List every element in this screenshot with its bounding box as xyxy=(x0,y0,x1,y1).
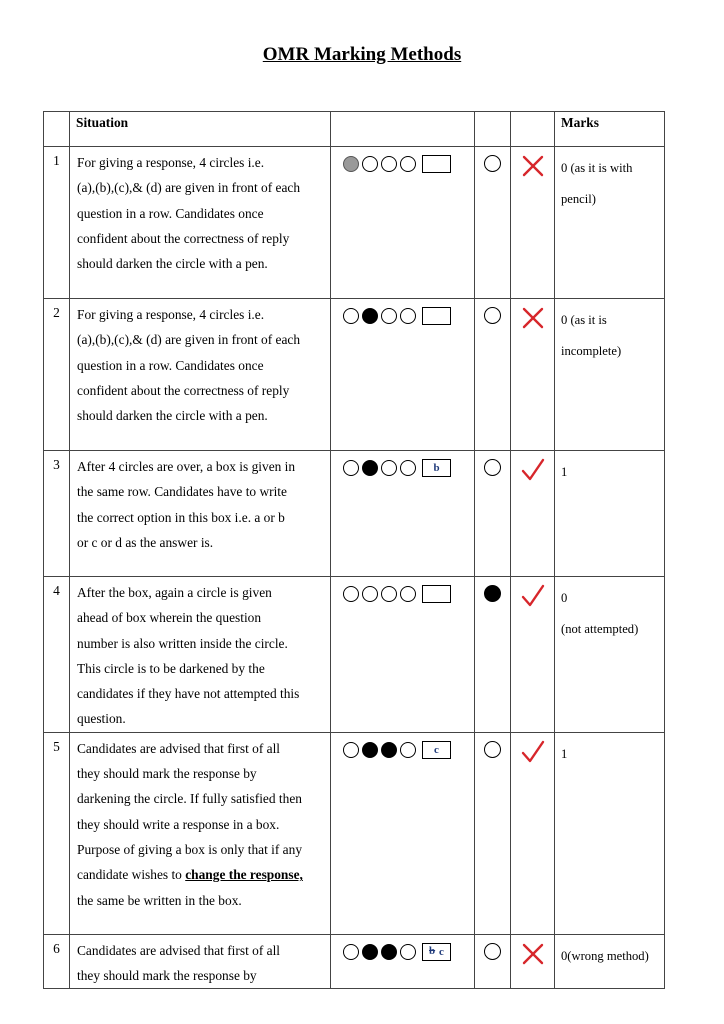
marks-text xyxy=(555,299,664,367)
not-attempted-circle xyxy=(484,459,501,476)
answer-box xyxy=(422,307,451,325)
option-bubble-a xyxy=(343,156,359,172)
not-attempted-circle xyxy=(484,307,501,324)
not-attempted-circle xyxy=(484,741,501,758)
marks-cell xyxy=(555,732,665,934)
not-attempted-cell xyxy=(475,451,511,577)
response-bubbles-cell xyxy=(331,299,475,451)
bubble-group xyxy=(331,147,474,173)
situation-line: (a),(b),(c),& (d) are given in front of each xyxy=(77,332,301,348)
situation-text xyxy=(70,451,330,555)
situation-cell xyxy=(70,934,331,989)
situation-line: (a),(b),(c),& (d) are given in front of each xyxy=(77,180,301,196)
situation-line: question in a row. Candidates once xyxy=(77,357,264,373)
marks-line: (not attempted) xyxy=(561,622,639,636)
option-bubble-a xyxy=(343,308,359,324)
answer-box-value: c xyxy=(434,743,439,756)
cross-icon xyxy=(520,153,546,179)
row-number-cell xyxy=(44,732,70,934)
situation-cell xyxy=(70,299,331,451)
situation-line: For giving a response, 4 circles i.e. xyxy=(77,155,265,170)
marks-text xyxy=(555,733,664,770)
marks-line: 0 xyxy=(561,591,568,605)
situation-text xyxy=(70,147,330,276)
option-bubble-d xyxy=(400,156,416,172)
table-row xyxy=(44,451,665,577)
marks-cell xyxy=(555,147,665,299)
option-bubble-a xyxy=(343,460,359,476)
situation-line: confident about the correctness of reply xyxy=(77,230,290,246)
evaluation-mark xyxy=(511,733,554,765)
marks-line: 1 xyxy=(561,746,568,761)
not-attempted-circle xyxy=(484,943,501,960)
situation-line: After the box, again a circle is given xyxy=(77,585,272,600)
not-attempted-wrap xyxy=(475,935,510,960)
situation-line: Purpose of giving a box is only that if any xyxy=(77,841,303,857)
bubble-group xyxy=(331,733,474,759)
option-bubble-d xyxy=(400,586,416,602)
situation-line: the same row. Candidates have to write xyxy=(77,484,287,500)
page-title: OMR Marking Methods xyxy=(262,44,462,65)
option-bubble-c xyxy=(381,944,397,960)
situation-line: they should write a response in a box. xyxy=(77,816,280,832)
row-number: 3 xyxy=(53,457,60,472)
answer-box xyxy=(422,155,451,173)
not-attempted-wrap xyxy=(475,733,510,758)
not-attempted-cell xyxy=(475,577,511,733)
situation-line: darkening the circle. If fully satisfied then xyxy=(77,791,302,807)
situation-line xyxy=(77,862,324,887)
row-number: 6 xyxy=(53,940,60,956)
marks-text xyxy=(555,147,664,215)
evaluation-mark-cell xyxy=(511,934,555,989)
struck-answer: b xyxy=(429,944,436,957)
situation-cell xyxy=(70,147,331,299)
answer-box-value: c xyxy=(439,945,444,958)
table-row xyxy=(44,299,665,451)
marks-cell xyxy=(555,577,665,733)
not-attempted-cell xyxy=(475,934,511,989)
not-attempted-wrap xyxy=(475,577,510,602)
evaluation-mark xyxy=(511,299,554,331)
response-bubbles-cell xyxy=(331,451,475,577)
situation-fragment: candidate wishes to xyxy=(77,867,186,883)
option-bubble-b xyxy=(362,156,378,172)
response-bubbles-cell xyxy=(331,147,475,299)
situation-line: This circle is to be darkened by the xyxy=(77,660,265,676)
answer-box xyxy=(422,741,451,759)
option-bubble-b xyxy=(362,586,378,602)
row-number: 1 xyxy=(53,153,60,168)
not-attempted-cell xyxy=(475,147,511,299)
situation-line: Candidates are advised that first of all xyxy=(77,740,281,756)
answer-box xyxy=(422,459,451,477)
situation-text xyxy=(70,935,330,989)
option-bubble-b xyxy=(362,308,378,324)
header-row xyxy=(44,112,665,147)
evaluation-mark-cell xyxy=(511,732,555,934)
situation-text xyxy=(70,733,330,913)
option-bubble-c xyxy=(381,156,397,172)
row-number-cell xyxy=(44,934,70,989)
response-bubbles-cell xyxy=(331,577,475,733)
situation-cell xyxy=(70,732,331,934)
answer-box-value: b xyxy=(433,462,440,474)
evaluation-mark-cell xyxy=(511,299,555,451)
not-attempted-wrap xyxy=(475,299,510,324)
table-row xyxy=(44,577,665,733)
marks-text xyxy=(555,577,664,645)
marks-line: 1 xyxy=(561,465,568,479)
situation-line: number is also written inside the circle. xyxy=(77,635,288,651)
table-row xyxy=(44,732,665,934)
option-bubble-a xyxy=(343,586,359,602)
omr-table xyxy=(43,111,665,989)
option-bubble-a xyxy=(343,742,359,758)
option-bubble-c xyxy=(381,742,397,758)
header-attempt-cell xyxy=(475,112,511,147)
situation-line: For giving a response, 4 circles i.e. xyxy=(77,307,265,322)
not-attempted-circle xyxy=(484,155,501,172)
marks-text xyxy=(555,935,664,972)
marks-line: pencil) xyxy=(561,192,596,206)
cross-icon xyxy=(520,941,546,967)
situation-line: question. xyxy=(77,711,126,727)
tick-icon xyxy=(520,739,546,765)
row-number-cell xyxy=(44,299,70,451)
marks-line: 0(wrong method) xyxy=(561,948,649,963)
evaluation-mark-cell xyxy=(511,451,555,577)
marks-cell xyxy=(555,299,665,451)
not-attempted-circle xyxy=(484,585,501,602)
response-bubbles-cell xyxy=(331,934,475,989)
situation-line: the same be written in the box. xyxy=(77,892,242,908)
option-bubble-c xyxy=(381,308,397,324)
situation-line: they should mark the response by xyxy=(77,766,257,782)
row-number-cell xyxy=(44,577,70,733)
option-bubble-b xyxy=(362,460,378,476)
situation-line: they should mark the response by xyxy=(77,968,257,984)
tick-icon xyxy=(520,583,546,609)
marks-line: incomplete) xyxy=(561,344,622,358)
situation-line: the correct option in this box i.e. a or b xyxy=(77,509,285,525)
row-number: 5 xyxy=(53,738,60,754)
answer-box xyxy=(422,943,451,961)
bubble-group xyxy=(331,451,474,477)
marks-cell xyxy=(555,934,665,989)
option-bubble-d xyxy=(400,944,416,960)
situation-line: After 4 circles are over, a box is given in xyxy=(77,459,296,474)
header-no-cell xyxy=(44,112,70,147)
header-mark-cell xyxy=(511,112,555,147)
not-attempted-wrap xyxy=(475,147,510,172)
evaluation-mark xyxy=(511,577,554,609)
option-bubble-b xyxy=(362,944,378,960)
bubble-group xyxy=(331,935,474,961)
not-attempted-cell xyxy=(475,732,511,934)
marks-cell xyxy=(555,451,665,577)
situation-text xyxy=(70,299,330,428)
option-bubble-c xyxy=(381,586,397,602)
option-bubble-d xyxy=(400,308,416,324)
evaluation-mark xyxy=(511,935,554,967)
table-row xyxy=(44,934,665,989)
row-number: 2 xyxy=(53,305,60,320)
situation-line: confident about the correctness of reply xyxy=(77,382,290,398)
option-bubble-d xyxy=(400,742,416,758)
response-bubbles-cell xyxy=(331,732,475,934)
evaluation-mark xyxy=(511,147,554,179)
situation-cell xyxy=(70,451,331,577)
situation-line: candidates if they have not attempted this xyxy=(77,686,300,702)
evaluation-mark-cell xyxy=(511,577,555,733)
header-bubbles-cell xyxy=(331,112,475,147)
evaluation-mark-cell xyxy=(511,147,555,299)
marks-line: 0 (as it is xyxy=(561,313,607,327)
bubble-group xyxy=(331,299,474,325)
situation-text xyxy=(70,577,330,732)
header-situation: Situation xyxy=(70,112,331,147)
option-bubble-b xyxy=(362,742,378,758)
option-bubble-c xyxy=(381,460,397,476)
bubble-group xyxy=(331,577,474,603)
marks-line: 0 (as it is with xyxy=(561,161,633,175)
table-row xyxy=(44,147,665,299)
tick-icon xyxy=(520,457,546,483)
situation-line: ahead of box wherein the question xyxy=(77,610,262,626)
header-marks: Marks xyxy=(555,112,665,147)
situation-line: should darken the circle with a pen. xyxy=(77,408,268,424)
option-bubble-a xyxy=(343,944,359,960)
situation-line: question in a row. Candidates once xyxy=(77,205,264,221)
row-number-cell xyxy=(44,147,70,299)
option-bubble-d xyxy=(400,460,416,476)
marks-text xyxy=(555,451,664,488)
situation-line: or c or d as the answer is. xyxy=(77,534,214,550)
row-number: 4 xyxy=(53,583,60,598)
not-attempted-wrap xyxy=(475,451,510,476)
situation-cell xyxy=(70,577,331,733)
answer-box xyxy=(422,585,451,603)
situation-line: should darken the circle with a pen. xyxy=(77,256,268,272)
situation-line: Candidates are advised that first of all xyxy=(77,942,281,958)
not-attempted-cell xyxy=(475,299,511,451)
cross-icon xyxy=(520,305,546,331)
emphasis-text: change the response, xyxy=(185,867,303,883)
evaluation-mark xyxy=(511,451,554,483)
row-number-cell xyxy=(44,451,70,577)
